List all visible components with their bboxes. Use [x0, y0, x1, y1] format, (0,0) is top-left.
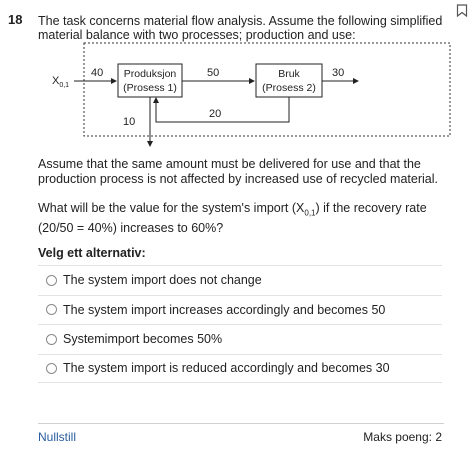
process-2-name: Bruk: [278, 68, 300, 80]
answer-option-3[interactable]: [38, 324, 442, 354]
answer-options: [38, 265, 442, 383]
import-label: $X_{0,1}$: [52, 75, 70, 89]
answer-option-label: Systemimport becomes 50%: [63, 332, 223, 347]
answer-option-label: The system import is reduced accordingly and becomes 30: [63, 361, 390, 376]
flow-mid-label: 50: [207, 67, 220, 79]
footer-divider: [38, 423, 444, 424]
process-2-sub: (Prosess 2): [262, 82, 316, 94]
question-number: 18: [8, 12, 23, 27]
reset-link[interactable]: Nullstill: [38, 430, 77, 444]
max-points: Maks poeng: 2: [363, 430, 442, 444]
material-flow-diagram: [38, 40, 468, 152]
radio-icon[interactable]: [46, 275, 57, 286]
flow-out-label: 30: [332, 67, 345, 79]
radio-icon[interactable]: [46, 334, 57, 345]
answer-option-label: The system import does not change: [63, 273, 262, 288]
answer-option-2[interactable]: [38, 295, 442, 325]
answer-option-label: The system import increases accordingly and becomes 50: [63, 302, 386, 317]
answer-option-4[interactable]: [38, 354, 442, 384]
question-intro: The task concerns material flow analysis. Assume the following simplified material balance with two processes; production and use:: [38, 14, 443, 42]
radio-icon[interactable]: [46, 363, 57, 374]
question-assumption: Assume that the same amount must be delivered for use and that the production process is not affected by increased use of recycled material.: [38, 157, 438, 186]
radio-icon[interactable]: [46, 304, 57, 315]
flow-in-label: 40: [91, 67, 104, 79]
question-prompt: What will be the value for the system's import $(X_{0,1})$ if the recovery rate (20/50 = 40%) increases to 60%?: [38, 201, 427, 235]
flow-recycle-label: 20: [209, 108, 222, 120]
choice-heading: Velg ett alternativ:: [38, 246, 146, 260]
flow-down-label: 10: [123, 116, 136, 128]
process-1-name: Produksjon: [123, 68, 177, 80]
answer-option-1[interactable]: [38, 265, 442, 295]
process-1-sub: (Prosess 1): [123, 82, 177, 94]
